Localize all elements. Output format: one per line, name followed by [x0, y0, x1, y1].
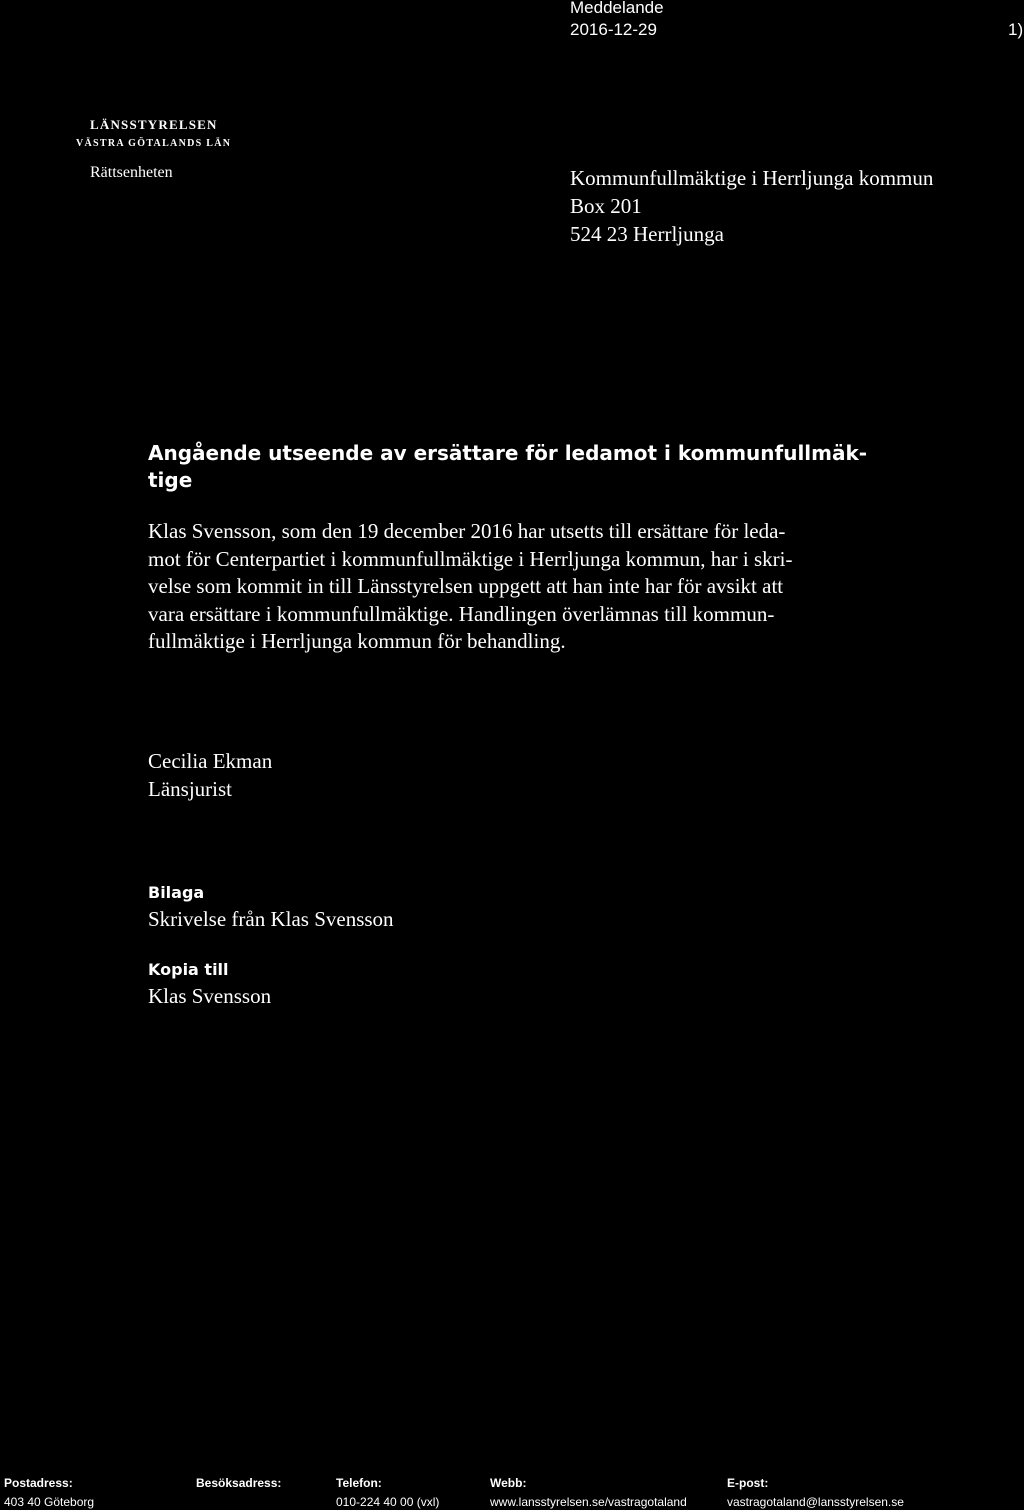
- body-line: mot för Centerpartiet i kommunfullmäktige i Herrljunga kommun, har i skri-: [148, 546, 793, 571]
- recipient-line: Kommunfullmäktige i Herrljunga kommun: [570, 166, 934, 190]
- footer-web-label: Webb:: [490, 1476, 527, 1490]
- footer-phone-value: 010-224 40 00 (vxl): [336, 1495, 440, 1509]
- copy-to-value: Klas Svensson: [148, 984, 272, 1008]
- attachment-heading: Bilaga: [148, 883, 205, 902]
- subject-line: tige: [148, 468, 193, 492]
- document-type: Meddelande: [570, 0, 664, 17]
- footer-visit-label: Besöksadress:: [196, 1476, 282, 1490]
- footer-phone-label: Telefon:: [336, 1476, 382, 1490]
- body-paragraph: [148, 518, 868, 656]
- body-line: Klas Svensson, som den 19 december 2016 har utsetts till ersättare för leda-: [148, 519, 786, 543]
- page-number: 1): [1008, 20, 1024, 39]
- footer-email-link[interactable]: vastragotaland@lansstyrelsen.se: [727, 1495, 904, 1509]
- signatory-title: Länsjurist: [148, 777, 232, 801]
- footer-email-label: E-post:: [727, 1476, 769, 1490]
- body-line: fullmäktige i Herrljunga kommun för behandling.: [148, 629, 566, 654]
- authority-region: VÄSTRA GÖTALANDS LÄN: [76, 138, 232, 149]
- subject-line: Angående utseende av ersättare för ledamot i kommunfullmäk-: [148, 441, 868, 465]
- document-date: 2016-12-29: [570, 20, 657, 39]
- footer-postal-label: Postadress:: [4, 1476, 73, 1490]
- footer-web-link[interactable]: www.lansstyrelsen.se/vastragotaland: [490, 1495, 687, 1509]
- recipient-line: Box 201: [570, 194, 642, 218]
- footer-postal-value: 403 40 Göteborg: [4, 1495, 95, 1509]
- body-line: vara ersättare i kommunfullmäktige. Handlingen överlämnas till kommun-: [148, 601, 775, 626]
- authority-unit: Rättsenheten: [90, 164, 173, 181]
- authority-name: LÄNSSTYRELSEN: [90, 117, 218, 132]
- signatory-name: Cecilia Ekman: [148, 749, 273, 773]
- attachment-value: Skrivelse från Klas Svensson: [148, 907, 394, 931]
- subject-heading: [148, 440, 868, 494]
- copy-to-heading: Kopia till: [148, 960, 229, 979]
- recipient-line: 524 23 Herrljunga: [570, 222, 724, 246]
- body-line: velse som kommit in till Länsstyrelsen uppgett att han inte har för avsikt att: [148, 574, 784, 599]
